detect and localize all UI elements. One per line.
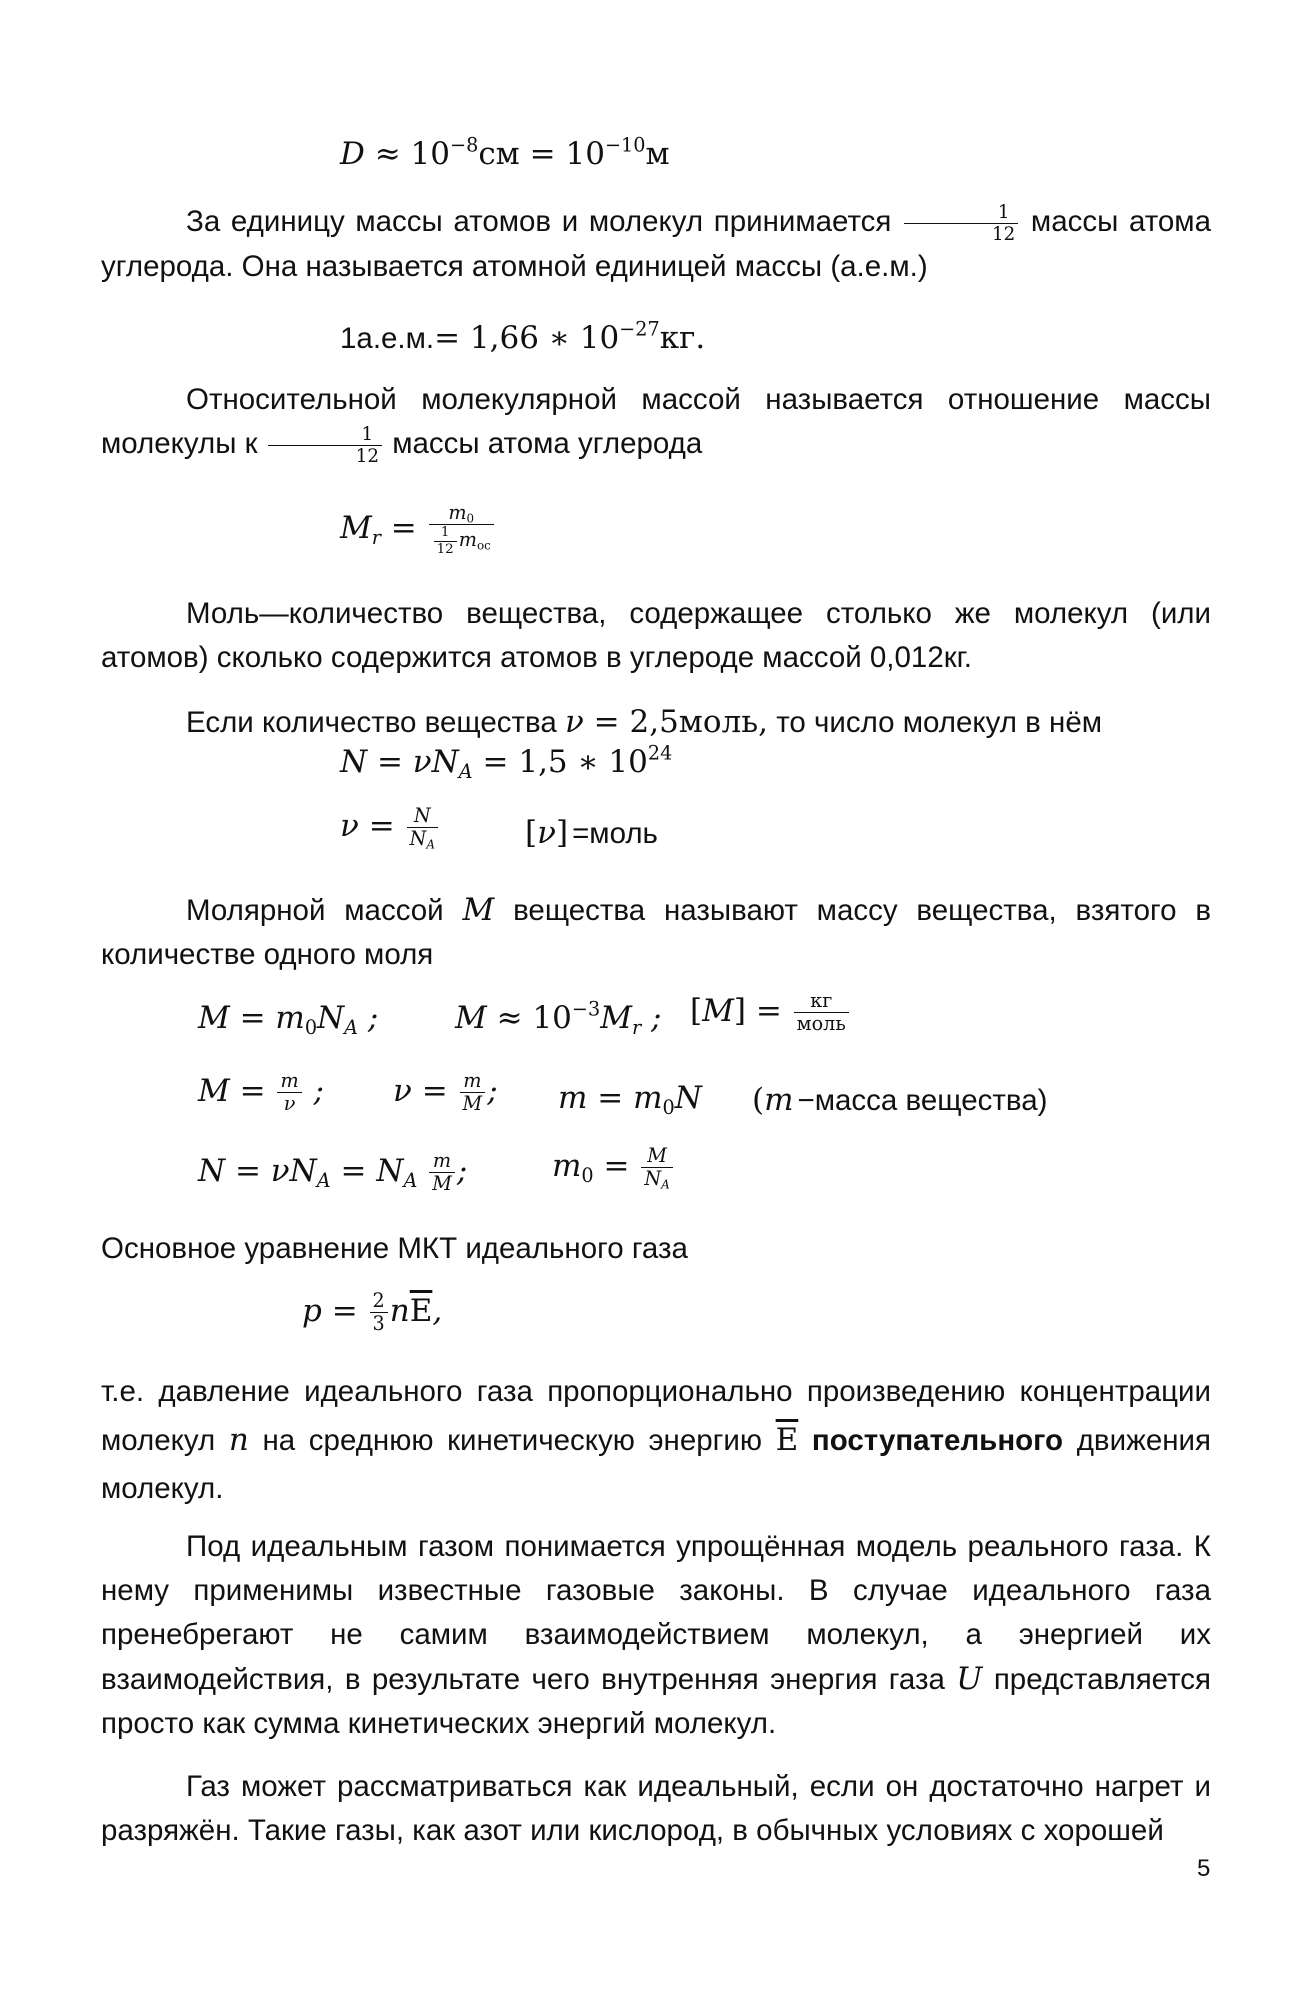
formula-relation-1: M = $\frac{m}{\nu}$ ; xyxy=(198,1069,324,1116)
paragraph-mole-example: Если количество вещества ν = 2,5моль, то число молекул в нём xyxy=(186,704,1103,740)
formula-amount-unit: [ν] =моль xyxy=(525,815,658,851)
paragraph-pressure-explanation: т.е. давление идеального газа пропорционально произведению концентрации молекул n на среднюю кинетическую энергию $\overline{E}$ поступательного движения молекул. xyxy=(101,1375,1211,1505)
formula-molar-1: $M = m_0N_A$ ; xyxy=(198,1000,379,1039)
formula-relative-mass: $M_r$ = $m_0$ $\frac{1}{12}$ $m_{ос}$ xyxy=(340,502,496,557)
formula-molar-2: $M \approx 10^{-3}M_r$ ; xyxy=(455,997,662,1039)
fraction-relative-mass: $m_0$ $\frac{1}{12}$ $m_{ос}$ xyxy=(429,502,494,557)
formula-molecule-count: $N = \nu N_A = 1,5$ ∗ $10^{24}$ xyxy=(340,741,673,783)
paragraph-ideal-gas-conditions: Газ может рассматриваться как идеальный, если он достаточно нагрет и разряжён. Такие газы, как азот или кислород, в обычных условиях с хорошей xyxy=(101,1770,1211,1847)
formula-relation-3: $m = m_0N$ xyxy=(558,1080,702,1119)
formula-relation-5: $N = \nu N_A = N_A$ $\frac{m}{M}$ ; xyxy=(198,1149,468,1196)
formula-molar-3: [M] = $\frac{кг}{\text{моль}}$ xyxy=(690,990,851,1035)
formula-amu-value: 1а.е.м.= 1,66 ∗ $10^{-27}кг$. xyxy=(340,317,706,356)
paragraph-amu-definition: За единицу массы атомов и молекул принимается $\frac{1}{12}$ массы атома углерода. Она называется атомной единицей массы (а.е.м.) xyxy=(101,201,1211,283)
fraction-one-twelfth: $\frac{1}{12}$ xyxy=(268,424,382,467)
paragraph-relative-mass: Относительной молекулярной массой называется отношение массы молекулы к $\frac{1}{12}$ массы атома углерода xyxy=(101,383,1211,467)
paragraph-ideal-gas-model: Под идеальным газом понимается упрощённая модель реального газа. К нему применимы известные газовые законы. В случае идеального газа пренебрегают не самим взаимодействием молекул, а энергией их взаимодействия, в результате чего внутренняя энергия газа U представляется просто как сумма кинетических энергий молекул. xyxy=(101,1530,1212,1740)
fraction-kg-per-mol: $\frac{кг}{\text{моль}}$ xyxy=(794,990,849,1035)
fraction-n-over-na: $\frac{N}{N_A}$ xyxy=(407,805,438,850)
formula-mkt: p = $\frac{2}{3}$ $n\overline{E}$, xyxy=(302,1289,443,1336)
fraction-one-twelfth: $\frac{1}{12}$ xyxy=(904,202,1018,245)
formula-relation-6: $m_0$ = $\frac{M}{N_A}$ xyxy=(552,1145,675,1190)
page-number: 5 xyxy=(1197,1855,1211,1882)
formula-relation-4: (m −масса вещества) xyxy=(752,1082,1048,1118)
formula-amount: ν = $\frac{N}{N_A}$ xyxy=(340,805,440,850)
paragraph-molar-mass: Молярной массой M вещества называют массу вещества, взятого в количестве одного моля xyxy=(101,892,1211,971)
formula-relation-2: ν = $\frac{m}{M}$ ; xyxy=(393,1069,498,1116)
formula-diameter: $D \approx 10^{-8}см = 10^{-10}м$ xyxy=(340,133,670,172)
heading-mkt-equation: Основное уравнение МКТ идеального газа xyxy=(101,1232,688,1265)
paragraph-mole-definition: Моль—количество вещества, содержащее столько же молекул (или атомов) сколько содержится атомов в углероде массой 0,012кг. xyxy=(101,597,1211,674)
